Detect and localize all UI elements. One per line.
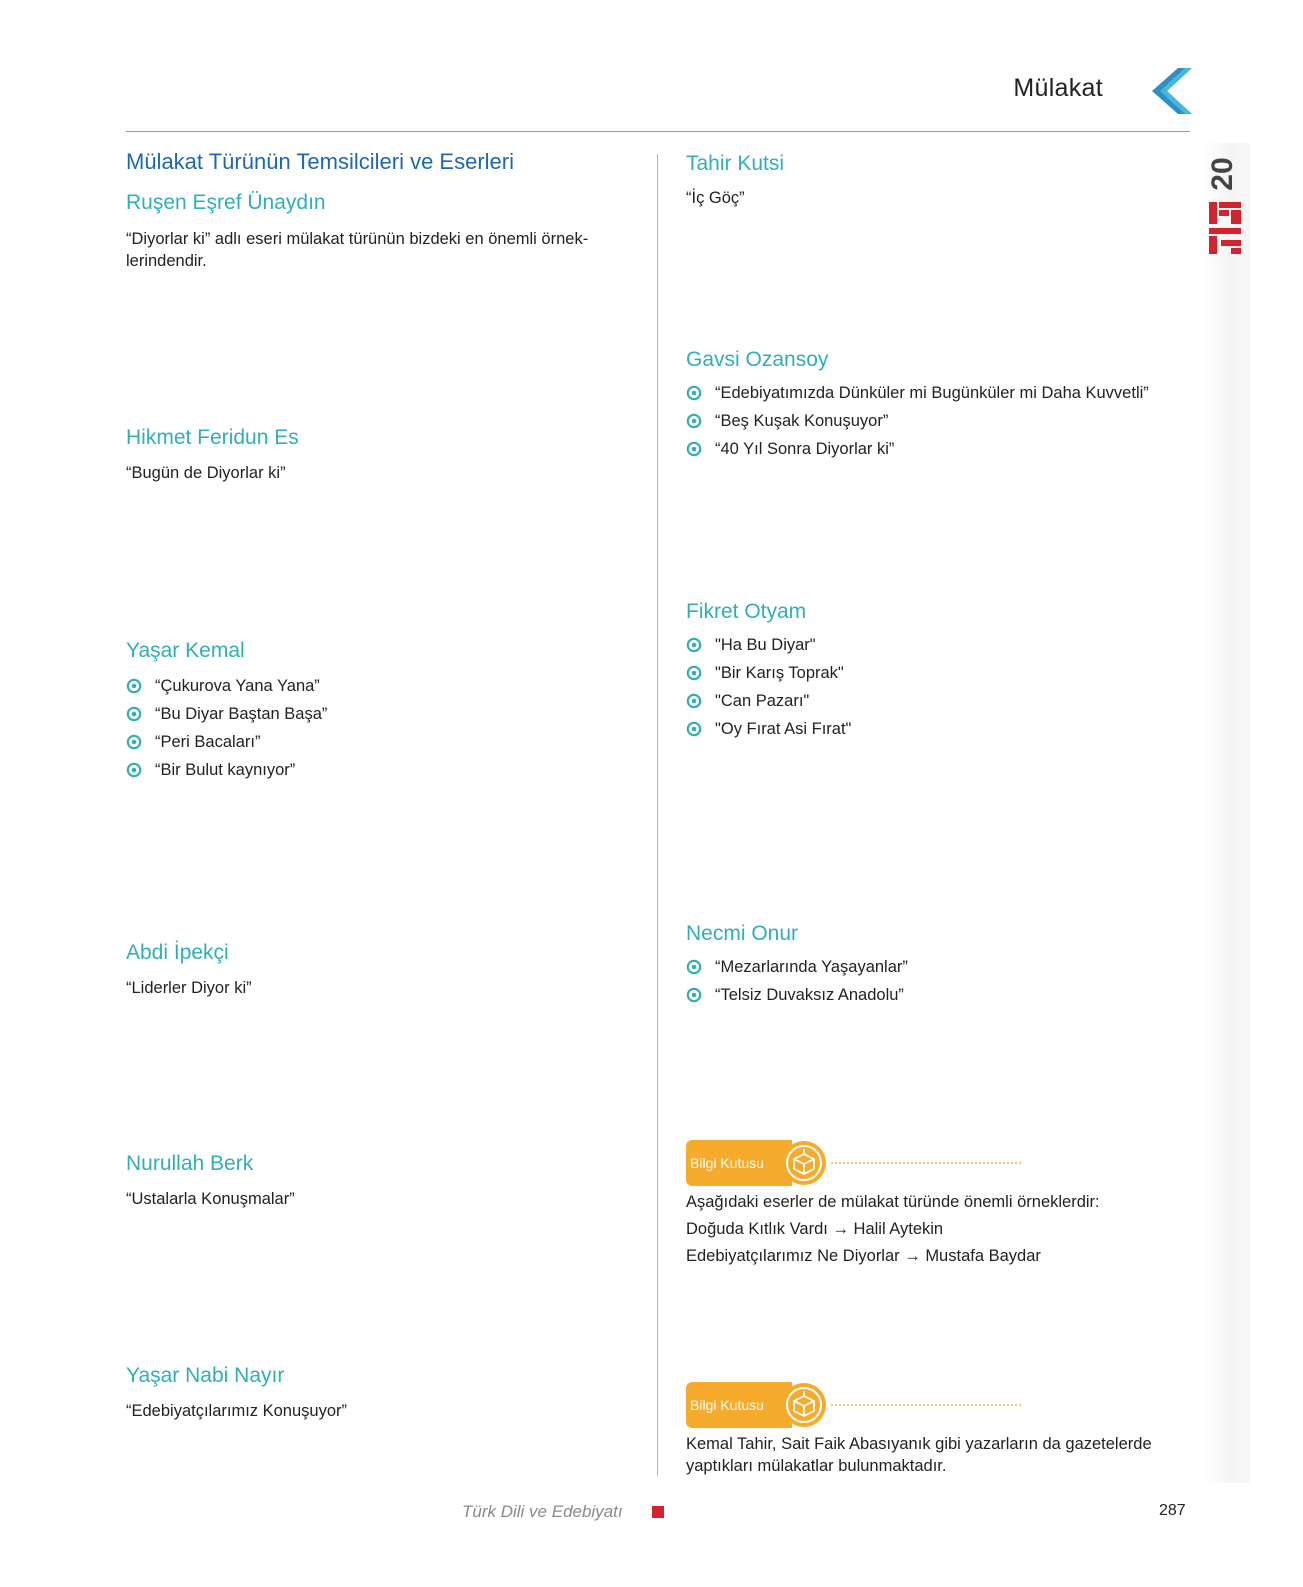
work-title: “Telsiz Duvaksız Anadolu” xyxy=(715,985,904,1004)
info-box-label: Bilgi Kutusu xyxy=(686,1382,792,1428)
works-list xyxy=(686,631,851,743)
box-icon xyxy=(784,1385,824,1425)
works-list xyxy=(686,953,908,1009)
author-name: Abdi İpekçi xyxy=(126,941,229,964)
list-item xyxy=(686,435,1149,463)
chevron-left-icon xyxy=(1148,66,1194,116)
box-icon xyxy=(784,1143,824,1183)
author-name: Tahir Kutsi xyxy=(686,152,785,175)
list-item xyxy=(126,756,327,784)
bullet-circle-icon xyxy=(686,385,702,401)
work-title: “Edebiyatımızda Dünküler mi Bugünküler mi Daha Kuvvetli” xyxy=(715,383,1149,402)
info-line: Kemal Tahir, Sait Faik Abasıyanık gibi yazarların da gazetelerde xyxy=(686,1435,1152,1453)
work-title: "Ha Bu Diyar" xyxy=(715,635,816,654)
bullet-circle-icon xyxy=(686,665,702,681)
page-number: 287 xyxy=(1159,1502,1186,1519)
description-line: lerindendir. xyxy=(126,252,207,270)
work-title: “Bu Diyar Baştan Başa” xyxy=(155,704,328,723)
author-name: Fikret Otyam xyxy=(686,600,807,623)
unit-number: 20 xyxy=(1206,157,1239,191)
header-divider xyxy=(126,131,1190,132)
list-item xyxy=(686,953,908,981)
author-name: Gavsi Ozansoy xyxy=(686,348,829,371)
author-name: Nurullah Berk xyxy=(126,1152,254,1175)
info-box-body xyxy=(686,1191,1100,1272)
bullet-circle-icon xyxy=(686,693,702,709)
info-line: Edebiyatçılarımız Ne Diyorlar → Mustafa Baydar xyxy=(686,1247,1041,1265)
column-divider xyxy=(657,154,658,1476)
footer-marker xyxy=(652,1506,664,1518)
author-name: Necmi Onur xyxy=(686,922,799,945)
works-list xyxy=(126,672,327,784)
author-name: Yaşar Kemal xyxy=(126,639,245,662)
list-item xyxy=(686,687,851,715)
bullet-circle-icon xyxy=(126,706,142,722)
list-item xyxy=(686,715,851,743)
bullet-circle-icon xyxy=(686,413,702,429)
bullet-circle-icon xyxy=(686,441,702,457)
info-box-icon-badge xyxy=(782,1141,826,1185)
work-title: “Ustalarla Konuşmalar” xyxy=(126,1190,295,1208)
info-line: Aşağıdaki eserler de mülakat türünde önemli örneklerdir: xyxy=(686,1193,1100,1211)
list-item xyxy=(126,672,327,700)
work-title: “Beş Kuşak Konuşuyor” xyxy=(715,411,889,430)
bullet-circle-icon xyxy=(126,734,142,750)
work-title: "Oy Fırat Asi Fırat" xyxy=(715,719,852,738)
info-box-header xyxy=(686,1382,1026,1428)
work-title: “Bugün de Diyorlar ki” xyxy=(126,464,286,482)
work-title: “Edebiyatçılarımız Konuşuyor” xyxy=(126,1402,348,1420)
list-item xyxy=(686,981,908,1009)
info-box-label: Bilgi Kutusu xyxy=(686,1140,792,1186)
side-tab-strip xyxy=(1202,143,1250,1483)
section-title: Mülakat Türünün Temsilcileri ve Eserleri xyxy=(126,149,514,174)
list-item xyxy=(126,700,327,728)
info-box-header xyxy=(686,1140,1026,1186)
info-box-body xyxy=(686,1433,1152,1477)
work-title: “Peri Bacaları” xyxy=(155,732,261,751)
chapter-title: Mülakat xyxy=(1013,74,1103,102)
bullet-circle-icon xyxy=(686,721,702,737)
bullet-circle-icon xyxy=(126,678,142,694)
description-line: “Diyorlar ki” adlı eseri mülakat türünün bizdeki en önemli örnek- xyxy=(126,230,589,248)
dotted-line xyxy=(831,1162,1021,1164)
author-name: Ruşen Eşref Ünaydın xyxy=(126,191,326,214)
author-name: Yaşar Nabi Nayır xyxy=(126,1364,285,1387)
list-item xyxy=(686,659,851,687)
bullet-circle-icon xyxy=(686,987,702,1003)
bullet-circle-icon xyxy=(126,762,142,778)
info-box-icon-badge xyxy=(782,1383,826,1427)
bullet-circle-icon xyxy=(686,637,702,653)
unit-number-badge xyxy=(1204,152,1244,196)
author-description xyxy=(126,228,588,272)
works-list xyxy=(686,379,1149,463)
work-title: "Can Pazarı" xyxy=(715,691,810,710)
work-title: “Çukurova Yana Yana” xyxy=(155,676,320,695)
list-item xyxy=(126,728,327,756)
work-title: “40 Yıl Sonra Diyorlar ki” xyxy=(715,439,895,458)
work-title: “Mezarlarında Yaşayanlar” xyxy=(715,957,908,976)
work-title: “İç Göç” xyxy=(686,189,745,207)
work-title: "Bir Karış Toprak" xyxy=(715,663,844,682)
info-line: yaptıkları mülakatlar bulunmaktadır. xyxy=(686,1457,947,1475)
work-title: “Liderler Diyor ki” xyxy=(126,979,252,997)
book-title: Türk Dili ve Edebiyatı xyxy=(462,1502,623,1521)
info-line: Doğuda Kıtlık Vardı → Halil Aytekin xyxy=(686,1220,944,1238)
bullet-circle-icon xyxy=(686,959,702,975)
author-name: Hikmet Feridun Es xyxy=(126,426,299,449)
list-item xyxy=(686,379,1149,407)
list-item xyxy=(686,631,851,659)
work-title: “Bir Bulut kaynıyor” xyxy=(155,760,296,779)
dotted-line xyxy=(831,1404,1021,1406)
list-item xyxy=(686,407,1149,435)
publisher-logo xyxy=(1209,200,1245,256)
